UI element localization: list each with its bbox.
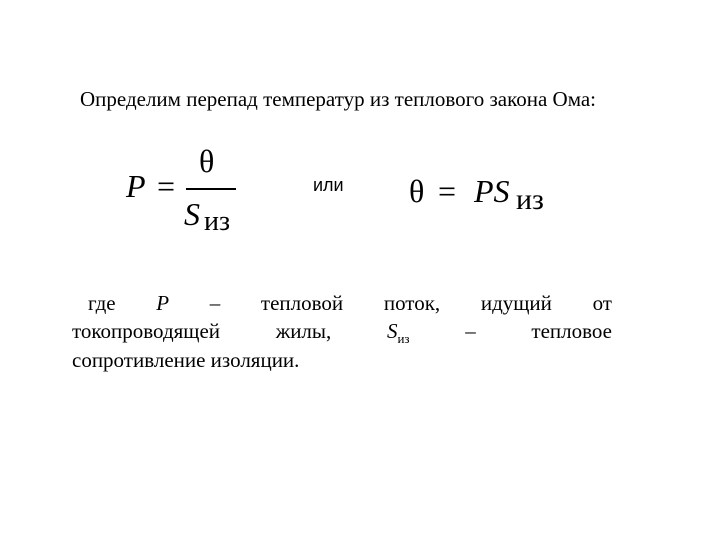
- word: поток,: [383, 291, 441, 315]
- word: идущий: [480, 291, 552, 315]
- word: где: [88, 291, 116, 315]
- dash: –: [209, 291, 221, 315]
- variable-s: S: [386, 319, 398, 343]
- paragraph-line-3: сопротивление изоляции.: [72, 348, 300, 372]
- word: тепловой: [260, 291, 344, 315]
- variable-p: P: [156, 291, 170, 315]
- word: тепловое: [531, 319, 612, 343]
- formula-power-numerator: θ: [199, 143, 215, 179]
- formula-theta-equals: =: [438, 173, 457, 209]
- paragraph-line-1: [72, 291, 612, 315]
- formula-theta-rhs: PS: [474, 173, 510, 209]
- formula-power-equals: =: [157, 168, 176, 204]
- variable-s-iz: [387, 319, 410, 351]
- word: токопроводящей: [72, 319, 221, 343]
- paragraph-line-2: [72, 319, 612, 351]
- dash: –: [465, 319, 476, 343]
- formula-power-lhs: P: [126, 168, 146, 204]
- word: от: [592, 291, 612, 315]
- variable-s-subscript: из: [397, 331, 410, 346]
- word: жилы,: [275, 319, 332, 343]
- formula-power-denominator-subscript: из: [204, 206, 231, 237]
- fraction-bar: [186, 188, 236, 190]
- formula-power-denominator: S: [184, 196, 200, 232]
- formula-theta-lhs: θ: [409, 173, 425, 209]
- formula-theta-subscript: из: [516, 183, 544, 216]
- connector-text: или: [313, 175, 344, 195]
- page-heading: Определим перепад температур из теплового закона Ома:: [80, 87, 596, 111]
